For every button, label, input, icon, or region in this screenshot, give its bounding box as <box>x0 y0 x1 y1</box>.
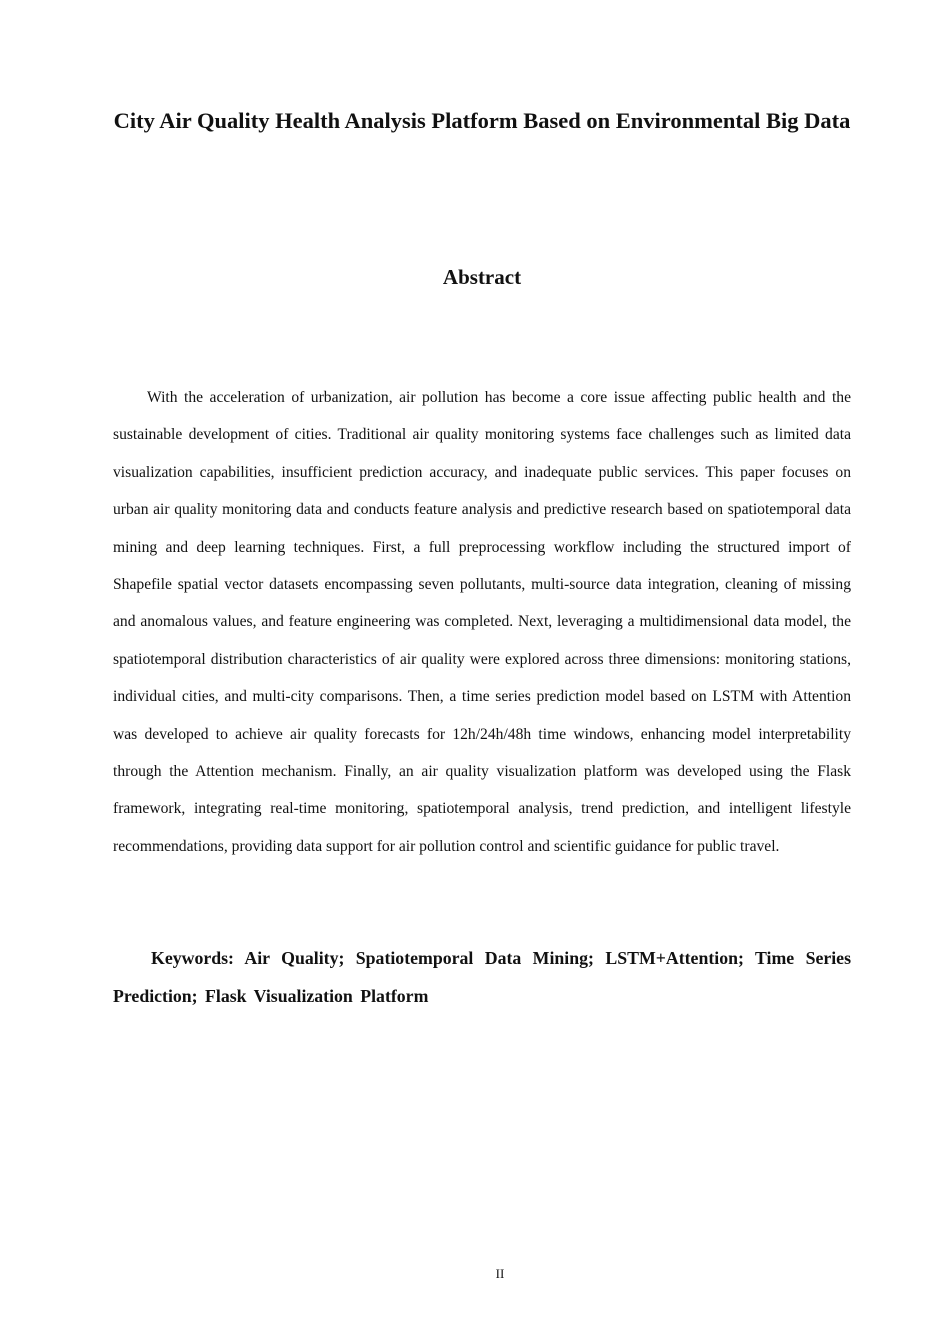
keywords-line: Keywords: Air Quality; Spatiotemporal Data Mining; LSTM+Attention; Time Series Prediction; Flask Visualization Platform <box>113 948 851 1006</box>
page-number: II <box>495 1266 505 1281</box>
abstract-heading: Abstract <box>442 265 522 289</box>
abstract-body: With the acceleration of urbanization, air pollution has become a core issue affecting public health and the sustainable development of cities. Traditional air quality monitoring systems face challenges such as limited data visualization capabilities, insufficient prediction accuracy, and inadequate public services. This paper focuses on urban air quality monitoring data and conducts feature analysis and predictive research based on spatiotemporal data mining and deep learning techniques. First, a full preprocessing workflow including the structured import of Shapefile spatial vector datasets encompassing seven pollutants, multi-source data integration, cleaning of missing and anomalous values, and feature engineering was completed. Next, leveraging a multidimensional data model, the spatiotemporal distribution characteristics of air quality were explored across three dimensions: monitoring stations, individual cities, and multi-city comparisons. Then, a time series prediction model based on LSTM with Attention was developed to achieve air quality forecasts for 12h/24h/48h time windows, enhancing model interpretability through the Attention mechanism. Finally, an air quality visualization platform was developed using the Flask framework, integrating real-time monitoring, spatiotemporal analysis, trend prediction, and intelligent lifestyle recommendations, providing data support for air pollution control and scientific guidance for public travel. <box>113 389 851 855</box>
paper-title: City Air Quality Health Analysis Platform Based on Environmental Big Data <box>113 108 851 133</box>
